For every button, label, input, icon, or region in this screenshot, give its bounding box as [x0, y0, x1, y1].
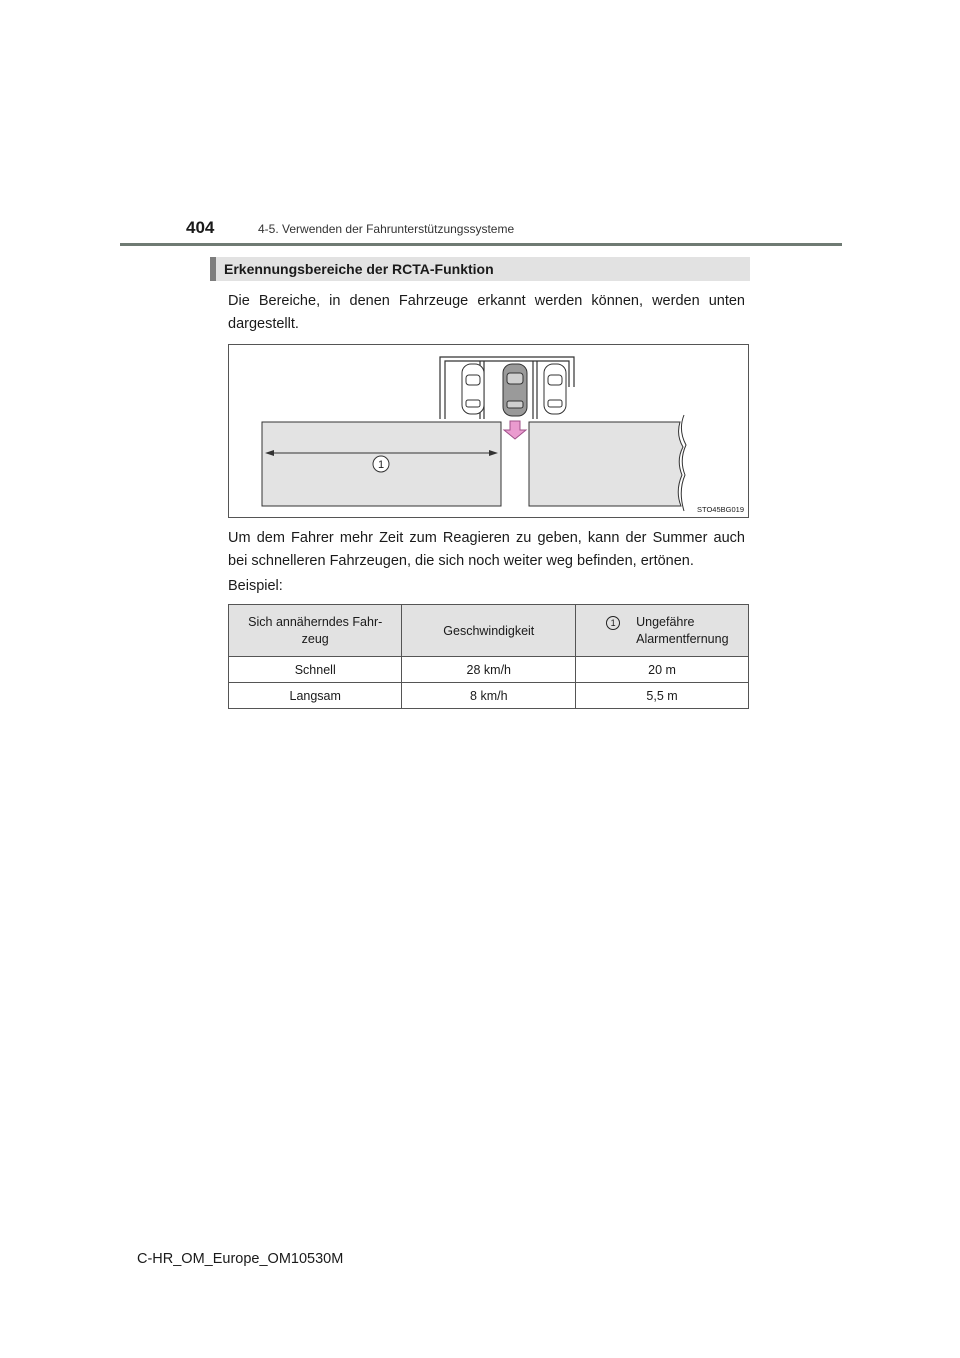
- detection-zone-right: [529, 422, 683, 506]
- table-header-row: [229, 605, 749, 657]
- callout-number-icon: 1: [606, 616, 620, 630]
- footer-document-id: C-HR_OM_Europe_OM10530M: [137, 1251, 344, 1267]
- subheading-accent: [210, 257, 216, 281]
- table-row: [229, 657, 749, 683]
- figure-code: STO45BG019: [697, 505, 744, 514]
- header-rule: [120, 243, 842, 246]
- rcta-detection-diagram: [228, 344, 749, 518]
- table-cell: 20 m: [576, 657, 749, 683]
- reverse-direction-arrow: [504, 421, 526, 439]
- parked-car-left: [462, 364, 484, 414]
- section-title: 4-5. Verwenden der Fahrunterstützungssysteme: [258, 222, 515, 236]
- table-cell: 28 km/h: [402, 657, 576, 683]
- alarm-distance-table: [228, 604, 749, 709]
- callout-number: 1: [377, 459, 385, 471]
- table-cell: Schnell: [229, 657, 402, 683]
- detection-area-illustration: [229, 345, 748, 517]
- page-number: 404: [186, 218, 215, 237]
- intro-paragraph-line1: Die Bereiche, in denen Fahrzeuge erkannt werden können, werden unten: [228, 293, 745, 309]
- reversing-car: [503, 364, 527, 416]
- table-cell: 8 km/h: [402, 683, 576, 709]
- intro-paragraph-line2: dargestellt.: [228, 316, 299, 332]
- table-cell: Langsam: [229, 683, 402, 709]
- subheading-title: Erkennungsbereiche der RCTA-Funktion: [224, 261, 494, 277]
- header-vehicle: Sich annäherndes Fahr- zeug: [229, 605, 402, 657]
- table-cell: 5,5 m: [576, 683, 749, 709]
- header-speed: Geschwindigkeit: [402, 605, 576, 657]
- road-break-line: [681, 415, 686, 511]
- parked-car-right: [544, 364, 566, 414]
- subheading-bar: [210, 257, 750, 281]
- header-distance: [576, 605, 749, 657]
- note-paragraph-line2: bei schnelleren Fahrzeugen, die sich noch weiter weg befinden, ertönen.: [228, 553, 694, 569]
- note-paragraph-line1: Um dem Fahrer mehr Zeit zum Reagieren zu geben, kann der Summer auch: [228, 530, 745, 546]
- header-distance-label: Ungefähre Alarmentfernung: [636, 614, 729, 646]
- table-row: [229, 683, 749, 709]
- example-label: Beispiel:: [228, 578, 283, 594]
